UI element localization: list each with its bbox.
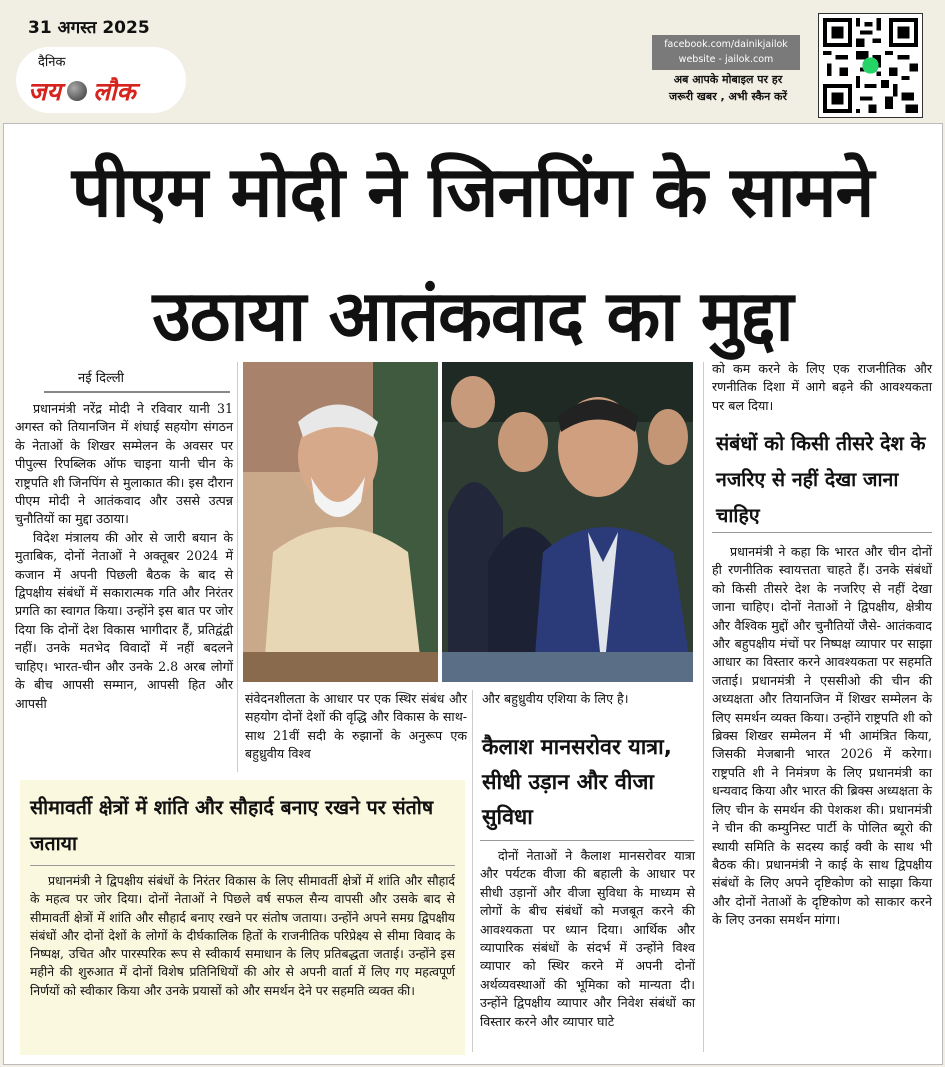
paragraph: प्रधानमंत्री ने कहा कि भारत और चीन दोनों ही रणनीतिक स्वायत्तता चाहते हैं। उनके संबंधों को किसी तीसरे देश के नजरिए से नहीं देखा जाना चाहिए। दोनों नेताओं ने द्विपक्षीय, क्षेत्रीय और वैश्विक मुद्दों और चुनौतियों जैसे- आतंकवाद और बहुपक्षीय मंचों पर निष्पक्ष व्यापार पर साझा आधार का विस्तार करने आवश्यकता पर सहमति जताई। प्रधानमंत्री ने एससीओ की चीन की अध्यक्षता और तियानजिन में शिखर सम्मेलन के लिए समर्थन व्यक्त किया। उन्होंने राष्ट्रपति शी को ब्रिक्स शिखर सम्मेलन में भी आमंत्रित किया, जिसकी मेजबानी भारत 2026 में करेगा। राष्ट्रपति शी ने निमंत्रण के लिए प्रधानमंत्री का धन्यवाद किया और भारत की ब्रिक्स अध्यक्षता के लिए चीन के समर्थन की पेशकश की। प्रधानमंत्री ने चीन की कम्युनिस्ट पार्टी के पोलित ब्यूरो की स्थायी समिति के सदस्य काई क्वी के साथ भी बैठक की। प्रधानमंत्री ने काई के साथ द्विपक्षीय संबंधों के लिए अपने दृष्टिकोण को साझा किया और दोनों नेताओं के दृष्टिकोण को साकार करने के लिए उनका समर्थन मांगा।: [712, 544, 932, 928]
column-divider: [472, 690, 473, 1052]
logo-tagline: दैनिक: [38, 55, 66, 70]
paragraph: दोनों नेताओं ने कैलाश मानसरोवर यात्रा और पर्यटक वीजा की बहाली के आधार पर सीधी उड़ानों और वीजा सुविधा के माध्यम से लोगों के बीच संबंधों को मजबूत करने की आवश्यकता पर ध्यान दिया। आर्थिक और व्यापारिक संबंधों के संदर्भ में उन्होंने विश्व व्यापार को स्थिर करने में अपनी दोनों अर्थव्यवस्थाओं की भूमिका को मान्यता दी। उन्होंने द्विपक्षीय व्यापार और निवेश संबंधों का विस्तार करने और व्यापार घाटे: [480, 848, 695, 1029]
facebook-link[interactable]: facebook.com/dainikjailok: [664, 39, 788, 50]
subheading-rule: [30, 865, 455, 866]
qr-code-icon[interactable]: [818, 13, 923, 118]
article-column-1: [15, 400, 233, 713]
article-column-3: [712, 360, 932, 415]
article-column-2b: [482, 690, 692, 708]
border-article-body: [30, 872, 455, 1000]
column-divider: [703, 362, 704, 1052]
globe-icon: [67, 81, 87, 101]
kailash-subheading: कैलाश मानसरोवर यात्रा, सीधी उड़ान और वीजा सुविधा: [482, 735, 672, 830]
scan-line-2: जरूरी खबर , अभी स्कैन करें: [669, 90, 787, 103]
main-headline: [10, 130, 935, 378]
headline-line-1: पीएम मोदी ने जिनपिंग के सामने: [71, 151, 874, 233]
meeting-photo-illustration: [243, 362, 693, 682]
dateline: नई दिल्ली: [78, 371, 125, 386]
issue-date: 31 अगस्त 2025: [28, 18, 150, 38]
column-divider: [237, 362, 238, 772]
scan-line-1: अब आपके मोबाइल पर हर: [673, 73, 783, 86]
paragraph: और बहुध्रुवीय एशिया के लिए है।: [482, 691, 629, 706]
meeting-photo: [243, 362, 693, 682]
subheading-rule: [712, 532, 932, 533]
logo-word-right: लौक: [93, 77, 136, 106]
newspaper-logo[interactable]: [28, 74, 136, 108]
paragraph: को कम करने के लिए एक राजनीतिक और रणनीतिक दिशा में आगे बढ़ने की आवश्यकता पर बल दिया।: [712, 361, 932, 413]
qr-code-graphic: [819, 14, 922, 117]
paragraph: प्रधानमंत्री ने द्विपक्षीय संबंधों के निरंतर विकास के लिए सीमावर्ती क्षेत्रों में शांति और सौहार्द के महत्व पर जोर दिया। दोनों नेताओं ने पिछले वर्ष सफल सैन्य वापसी और उसके बाद से सीमावर्ती क्षेत्रों में शांति और सौहार्द बनाए रखने पर संतोष जताया। उन्होंने अपने समग्र द्विपक्षीय संबंधों और दोनों देशों के लोगों के दीर्घकालिक हितों के राजनीतिक परिप्रेक्ष्य से सीमा विवाद के निष्पक्ष, उचित और पारस्परिक रूप से स्वीकार्य समाधान के लिए प्रतिबद्धता जताई। उन्होंने इस महीने की शुरुआत में दोनों विशेष प्रतिनिधियों की ओर से अपनी वार्ता में लिए गए महत्वपूर्ण निर्णयों को स्वीकार किया और उनके प्रयासों को और समर्थन देने पर सहमति व्यक्त की।: [30, 873, 455, 998]
relations-subheading: संबंधों को किसी तीसरे देश के नजरिए से नहीं देखा जाना चाहिए: [716, 432, 926, 527]
logo-word-left: जय: [28, 77, 62, 106]
headline-line-2: उठाया आतंकवाद का मुद्दा: [152, 275, 793, 357]
scan-prompt: [648, 71, 808, 105]
article-column-2: [245, 690, 467, 764]
kailash-article-body: [480, 847, 695, 1031]
relations-article-body: [712, 543, 932, 930]
dateline-rule: [44, 391, 230, 393]
border-subheading: सीमावर्ती क्षेत्रों में शांति और सौहार्द बनाए रखने पर संतोष जताया: [30, 796, 434, 855]
paragraph: विदेश मंत्रालय की ओर से जारी बयान के मुताबिक, दोनों नेताओं ने अक्तूबर 2024 में कजान में अपनी पिछली बैठक के बाद से द्विपक्षीय संबंधों में सकारात्मक गति और निरंतर प्रगति का स्वागत किया। उन्होंने इस बात पर जोर दिया कि दोनों देश विकास भागीदार हैं, प्रतिद्वंद्वी नहीं। उनके मतभेद विवादों में नहीं बदलने चाहिए। भारत-चीन और उनके 2.8 अरब लोगों के बीच आपसी सम्मान, आपसी हित और आपसी: [15, 529, 233, 711]
subheading-rule: [480, 840, 694, 841]
paragraph: संवेदनशीलता के आधार पर एक स्थिर संबंध और सहयोग दोनों देशों की वृद्धि और विकास के साथ-साथ 21वीं सदी के रुझानों के अनुरूप एक बहुध्रुवीय विश्व: [245, 691, 467, 762]
social-links-box: [652, 35, 800, 70]
paragraph: प्रधानमंत्री नरेंद्र मोदी ने रविवार यानी 31 अगस्त को तियानजिन में शंघाई सहयोग संगठन के नेताओं के शिखर सम्मेलन के अवसर पर पीपुल्स रिपब्लिक ऑफ चाइना यानी चीन के राष्ट्रपति शी जिनपिंग से मुलाकात की। इस दौरान पीएम मोदी ने आतंकवाद और उससे उत्पन्न चुनौतियों का मुद्दा उठाया।: [15, 401, 233, 527]
website-link[interactable]: website - jailok.com: [678, 54, 774, 65]
